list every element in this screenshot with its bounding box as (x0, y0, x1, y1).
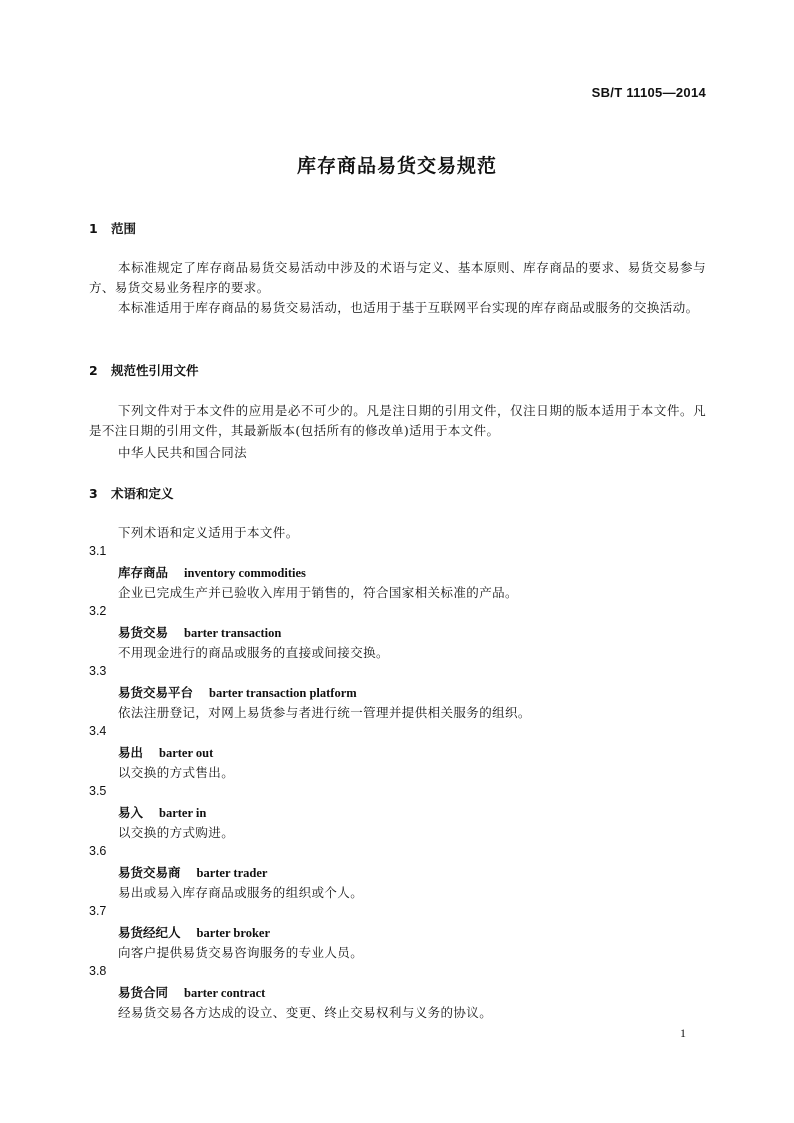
term-heading (118, 923, 270, 941)
term-number: 3.3 (89, 664, 107, 678)
term-heading (118, 743, 213, 761)
term-number: 3.6 (89, 844, 107, 858)
term-zh: 易出 (118, 745, 144, 760)
term-definition: 易出或易入库存商品或服务的组织或个人。 (118, 885, 364, 900)
term-number: 3.8 (89, 964, 107, 978)
term-number: 3.4 (89, 724, 107, 738)
term-zh: 易货合同 (118, 985, 169, 1000)
term-en: barter transaction (184, 626, 282, 640)
term-definition: 向客户提供易货交易咨询服务的专业人员。 (118, 945, 364, 960)
page-number: 1 (680, 1026, 686, 1040)
section-number: 1 (89, 221, 98, 236)
term-zh: 易入 (118, 805, 144, 820)
term-en: barter contract (184, 986, 266, 1000)
term-zh: 易货交易 (118, 625, 169, 640)
term-heading (118, 563, 306, 581)
term-zh: 库存商品 (118, 565, 169, 580)
section-intro: 下列术语和定义适用于本文件。 (118, 525, 299, 540)
section-heading-normative-references (89, 361, 199, 379)
term-heading (118, 683, 357, 701)
term-number: 3.5 (89, 784, 107, 798)
term-zh: 易货交易商 (118, 865, 181, 880)
term-en: barter out (159, 746, 214, 760)
paragraph: 下列文件对于本文件的应用是必不可少的。凡是注日期的引用文件，仅注日期的版本适用于本文件。凡是不注日期的引用文件，其最新版本(包括所有的修改单)适用于本文件。 (89, 403, 706, 438)
term-number: 3.2 (89, 604, 107, 618)
term-definition: 企业已完成生产并已验收入库用于销售的，符合国家相关标准的产品。 (118, 585, 518, 600)
term-en: barter in (159, 806, 207, 820)
term-number: 3.1 (89, 544, 107, 558)
document-title: 库存商品易货交易规范 (296, 155, 497, 177)
term-definition: 依法注册登记，对网上易货参与者进行统一管理并提供相关服务的组织。 (118, 705, 531, 720)
term-zh: 易货经纪人 (118, 925, 181, 940)
term-number: 3.7 (89, 904, 107, 918)
section-heading-scope (89, 219, 136, 237)
term-definition: 以交换的方式售出。 (118, 765, 235, 780)
section-title: 规范性引用文件 (111, 363, 199, 378)
term-heading (118, 983, 265, 1001)
section-heading-terms-definitions (89, 484, 174, 502)
standard-code: SB/T 11105—2014 (591, 85, 706, 100)
term-en: inventory commodities (184, 566, 306, 580)
term-zh: 易货交易平台 (118, 685, 194, 700)
reference-item: 中华人民共和国合同法 (118, 445, 248, 460)
paragraph: 本标准适用于库存商品的易货交易活动，也适用于基于互联网平台实现的库存商品或服务的交换活动。 (118, 300, 699, 315)
term-en: barter broker (196, 926, 270, 940)
term-heading (118, 803, 206, 821)
section-title: 范围 (111, 221, 137, 236)
section-number: 2 (89, 363, 98, 378)
term-definition: 经易货交易各方达成的设立、变更、终止交易权利与义务的协议。 (118, 1005, 493, 1020)
term-heading (118, 863, 267, 881)
term-heading (118, 623, 281, 641)
term-en: barter trader (196, 866, 268, 880)
section-number: 3 (89, 486, 98, 501)
term-definition: 不用现金进行的商品或服务的直接或间接交换。 (118, 645, 389, 660)
term-en: barter transaction platform (209, 686, 357, 700)
section-title: 术语和定义 (111, 486, 174, 501)
term-definition: 以交换的方式购进。 (118, 825, 235, 840)
paragraph: 本标准规定了库存商品易货交易活动中涉及的术语与定义、基本原则、库存商品的要求、易货交易参与方、易货交易业务程序的要求。 (89, 260, 706, 295)
